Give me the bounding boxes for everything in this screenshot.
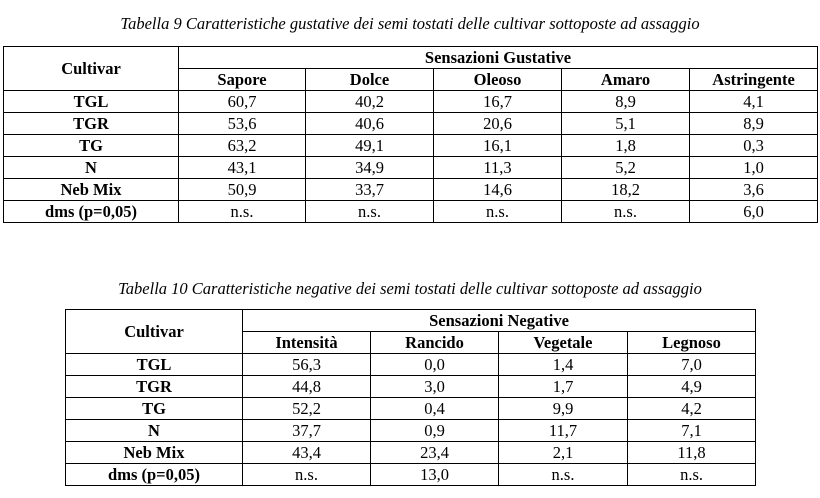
table-row bbox=[66, 442, 756, 464]
row-label: dms (p=0,05) bbox=[4, 201, 179, 223]
table-cell: 1,0 bbox=[690, 157, 818, 179]
table-cell: 52,2 bbox=[243, 398, 371, 420]
table-cell: 40,2 bbox=[306, 91, 434, 113]
row-label: Neb Mix bbox=[4, 179, 179, 201]
table-cell: 49,1 bbox=[306, 135, 434, 157]
table-header-row bbox=[66, 310, 756, 332]
column-header: Sapore bbox=[179, 69, 306, 91]
table-cell: n.s. bbox=[243, 464, 371, 486]
column-header: Astringente bbox=[690, 69, 818, 91]
row-label: TGR bbox=[66, 376, 243, 398]
table-cell: 0,9 bbox=[371, 420, 499, 442]
table-cell: n.s. bbox=[434, 201, 562, 223]
table-cell: 20,6 bbox=[434, 113, 562, 135]
table-row bbox=[4, 157, 818, 179]
table-9-caption: Tabella 9 Caratteristiche gustative dei semi tostati delle cultivar sottoposte ad assaggio bbox=[120, 14, 700, 33]
table-header-row bbox=[4, 47, 818, 69]
table-cell: 63,2 bbox=[179, 135, 306, 157]
cultivar-header: Cultivar bbox=[4, 47, 179, 91]
table-cell: 3,6 bbox=[690, 179, 818, 201]
table-cell: 0,0 bbox=[371, 354, 499, 376]
row-label: TGR bbox=[4, 113, 179, 135]
table-cell: 7,1 bbox=[628, 420, 756, 442]
table-cell: 4,2 bbox=[628, 398, 756, 420]
table-cell: 40,6 bbox=[306, 113, 434, 135]
table-cell: 37,7 bbox=[243, 420, 371, 442]
table-cell: 11,3 bbox=[434, 157, 562, 179]
table-cell: n.s. bbox=[179, 201, 306, 223]
table-row bbox=[4, 201, 818, 223]
table-cell: n.s. bbox=[628, 464, 756, 486]
table-cell: 5,1 bbox=[562, 113, 690, 135]
group-header: Sensazioni Negative bbox=[243, 310, 756, 332]
table-cell: n.s. bbox=[562, 201, 690, 223]
table-row bbox=[66, 420, 756, 442]
column-header: Vegetale bbox=[499, 332, 628, 354]
table-cell: 16,1 bbox=[434, 135, 562, 157]
table-cell: 6,0 bbox=[690, 201, 818, 223]
table-cell: 18,2 bbox=[562, 179, 690, 201]
table-cell: 7,0 bbox=[628, 354, 756, 376]
row-label: TG bbox=[66, 398, 243, 420]
cultivar-header: Cultivar bbox=[66, 310, 243, 354]
column-header: Amaro bbox=[562, 69, 690, 91]
table-row bbox=[4, 179, 818, 201]
table-cell: 16,7 bbox=[434, 91, 562, 113]
negative-characteristics-table bbox=[65, 309, 756, 486]
table-cell: 1,4 bbox=[499, 354, 628, 376]
table-cell: n.s. bbox=[306, 201, 434, 223]
row-label: TGL bbox=[4, 91, 179, 113]
table-cell: 0,3 bbox=[690, 135, 818, 157]
table-row bbox=[66, 464, 756, 486]
table-row bbox=[4, 135, 818, 157]
table-cell: 4,1 bbox=[690, 91, 818, 113]
table-cell: 13,0 bbox=[371, 464, 499, 486]
table-cell: 33,7 bbox=[306, 179, 434, 201]
taste-characteristics-table bbox=[3, 46, 818, 223]
table-row bbox=[4, 91, 818, 113]
table-cell: 1,8 bbox=[562, 135, 690, 157]
table-cell: 8,9 bbox=[562, 91, 690, 113]
row-label: TG bbox=[4, 135, 179, 157]
table-cell: 44,8 bbox=[243, 376, 371, 398]
column-header: Dolce bbox=[306, 69, 434, 91]
table-cell: 1,7 bbox=[499, 376, 628, 398]
column-header: Intensità bbox=[243, 332, 371, 354]
table-row bbox=[4, 113, 818, 135]
table-cell: 43,1 bbox=[179, 157, 306, 179]
table-cell: 8,9 bbox=[690, 113, 818, 135]
table-cell: 50,9 bbox=[179, 179, 306, 201]
table-row bbox=[66, 376, 756, 398]
row-label: N bbox=[4, 157, 179, 179]
table-10-caption: Tabella 10 Caratteristiche negative dei semi tostati delle cultivar sottoposte ad assaggio bbox=[118, 279, 702, 298]
row-label: N bbox=[66, 420, 243, 442]
table-cell: 53,6 bbox=[179, 113, 306, 135]
table-cell: 11,7 bbox=[499, 420, 628, 442]
table-cell: 0,4 bbox=[371, 398, 499, 420]
column-header: Legnoso bbox=[628, 332, 756, 354]
table-cell: 4,9 bbox=[628, 376, 756, 398]
table-cell: 34,9 bbox=[306, 157, 434, 179]
table-cell: 5,2 bbox=[562, 157, 690, 179]
table-cell: 56,3 bbox=[243, 354, 371, 376]
table-row bbox=[66, 354, 756, 376]
table-cell: 23,4 bbox=[371, 442, 499, 464]
table-cell: 2,1 bbox=[499, 442, 628, 464]
table-cell: 14,6 bbox=[434, 179, 562, 201]
table-cell: 60,7 bbox=[179, 91, 306, 113]
table-cell: n.s. bbox=[499, 464, 628, 486]
table-cell: 3,0 bbox=[371, 376, 499, 398]
row-label: TGL bbox=[66, 354, 243, 376]
table-cell: 43,4 bbox=[243, 442, 371, 464]
table-cell: 9,9 bbox=[499, 398, 628, 420]
column-header: Oleoso bbox=[434, 69, 562, 91]
column-header: Rancido bbox=[371, 332, 499, 354]
row-label: dms (p=0,05) bbox=[66, 464, 243, 486]
table-row bbox=[66, 398, 756, 420]
row-label: Neb Mix bbox=[66, 442, 243, 464]
table-cell: 11,8 bbox=[628, 442, 756, 464]
group-header: Sensazioni Gustative bbox=[179, 47, 818, 69]
